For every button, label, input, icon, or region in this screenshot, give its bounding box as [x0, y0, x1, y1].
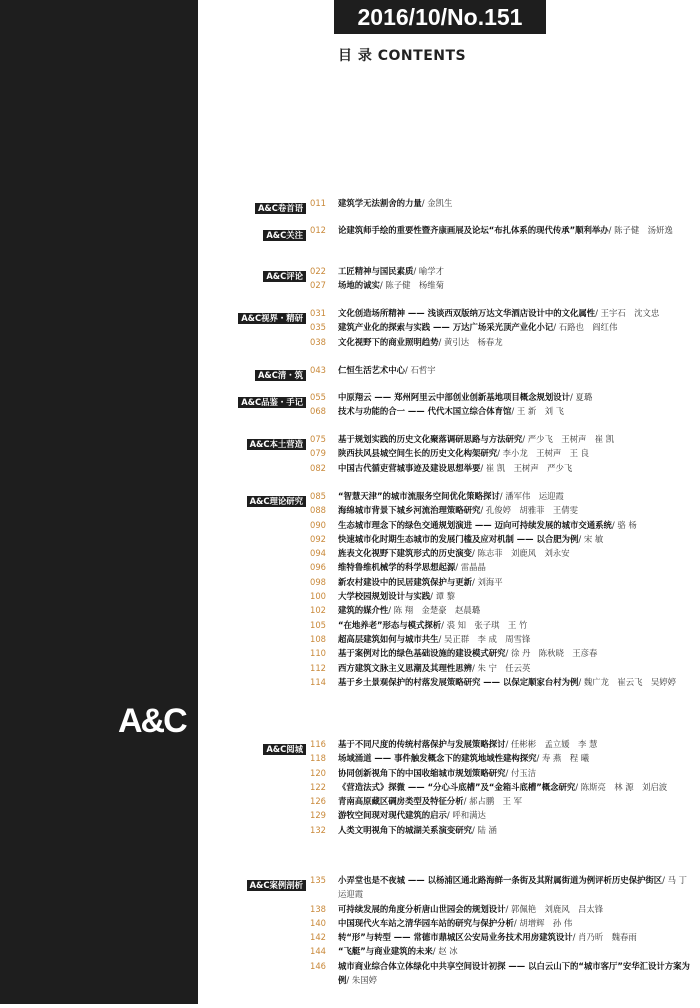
page-number: 079: [310, 448, 326, 459]
article-title: 中国古代循吏营城事迹及建设思想举要: [338, 462, 481, 473]
page-number: 088: [310, 505, 326, 516]
page-number: 114: [310, 676, 326, 687]
page-number: 031: [310, 308, 326, 318]
toc-entry[interactable]: [310, 916, 696, 930]
page-number: 112: [310, 662, 326, 673]
article-title: 工匠精神与国民素质: [338, 266, 414, 276]
article-authors: / 陆 涵: [472, 824, 497, 835]
section-label: A&C清・筑: [255, 370, 306, 381]
section-label: A&C本土营造: [247, 439, 306, 450]
article-title: 小弄堂也是不夜城 —— 以杨浦区通北路海鲜一条街及其附属街道为例评析历史保护街区: [338, 875, 663, 885]
page-number: 055: [310, 392, 326, 402]
article-authors: / 孔俊婷 胡雅菲 王倩雯: [480, 505, 578, 516]
page-number: 105: [310, 619, 326, 630]
article-authors: / 赵 冰: [432, 946, 458, 957]
article-authors: / 潘军伟 运迎霞: [499, 491, 564, 501]
contents-heading: 目 录 CONTENTS: [338, 48, 467, 64]
article-title: 转“形”与转型 —— 常德市鼎城区公安局业务技术用房建筑设计: [338, 932, 573, 943]
page-number: 011: [310, 198, 326, 208]
toc-entry[interactable]: [310, 589, 696, 603]
toc-entry[interactable]: [310, 320, 696, 334]
section-label: A&C评论: [263, 271, 306, 282]
section-label: A&C关注: [263, 230, 306, 241]
page-number: 038: [310, 336, 326, 347]
toc-entry[interactable]: [310, 404, 696, 418]
toc-entry[interactable]: [310, 560, 696, 574]
toc-entry[interactable]: [310, 196, 696, 210]
article-authors: / 郭佩艳 刘鹿风 吕太锋: [505, 903, 604, 914]
article-title: 可持续发展的角度分析唐山世园会的规划设计: [338, 903, 506, 914]
article-title: 维特鲁维机械学的科学思想起源: [338, 562, 456, 573]
article-authors: / 王宇石 沈文忠: [595, 308, 660, 318]
toc-entry[interactable]: [310, 618, 696, 632]
article-authors: / 陈 翔 金楚豪 赵晨璐: [388, 605, 481, 616]
article-authors: / 寿 燕 程 曦: [536, 753, 590, 764]
toc-entry[interactable]: [310, 959, 696, 988]
article-title: 中国现代火车站之清华园车站的研究与保护分析: [338, 917, 514, 928]
article-title: 基于案例对比的绿色基础设施的建设模式研究: [338, 648, 506, 659]
article-title: 场域涌道 —— 事件触发概念下的建筑地域性建构探究: [338, 753, 537, 764]
article-title: 建筑产业化的探索与实践 —— 万达广场采光顶产业化小记: [338, 322, 554, 333]
article-authors: / 陈志菲 刘鹿风 刘永安: [472, 548, 570, 559]
page-number: 043: [310, 365, 326, 375]
page-number: 082: [310, 462, 326, 473]
page-number: 035: [310, 322, 326, 333]
page-number: 068: [310, 406, 326, 417]
page-number: 120: [310, 767, 326, 778]
article-title: 建筑的媒介性: [338, 605, 389, 616]
toc-entry[interactable]: [310, 575, 696, 589]
toc-entry[interactable]: [310, 503, 696, 517]
article-title: 建筑学无法割舍的力量: [338, 198, 422, 208]
toc-entry[interactable]: [310, 808, 696, 822]
article-title: 论建筑师手绘的重要性暨齐康画展及论坛“布扎体系的现代传承”顺利举办: [338, 225, 609, 235]
article-title: “飞艇”与商业建筑的未来: [338, 946, 433, 957]
page-number: 092: [310, 533, 326, 544]
article-authors: / 吴正群 李 成 周雪锋: [438, 633, 531, 644]
toc-entry[interactable]: [310, 223, 696, 237]
toc-entry[interactable]: [310, 278, 696, 292]
article-authors: / 谭 黎: [430, 591, 456, 602]
article-authors: / 喻学才: [413, 266, 444, 276]
page-number: 144: [310, 946, 326, 957]
toc-entry[interactable]: [310, 902, 696, 916]
toc-entry[interactable]: [310, 603, 696, 617]
toc-entry[interactable]: [310, 873, 696, 902]
page-number: 085: [310, 491, 326, 501]
page-number: 096: [310, 562, 326, 573]
article-title: 人类文明视角下的城湖关系演变研究: [338, 824, 472, 835]
page-number: 129: [310, 810, 326, 821]
article-authors: / 魏广龙 崔云飞 吴婷婷: [578, 676, 676, 687]
article-authors: / 金凯生: [421, 198, 453, 208]
article-title: 《营造法式》探微 —— “分心斗底槽”及“金箱斗底槽”概念研究: [338, 781, 576, 792]
toc-entry[interactable]: [310, 823, 696, 837]
article-authors: / 朱 宁 任云英: [472, 662, 531, 673]
toc-entry[interactable]: [310, 930, 696, 944]
toc-entry[interactable]: [310, 737, 696, 751]
article-title: 技术与功能的合一 —— 代代木国立综合体育馆: [338, 406, 512, 417]
toc-entry[interactable]: [310, 461, 696, 475]
article-authors: / 李小龙 王树声 王 良: [497, 448, 590, 459]
page-number: 116: [310, 739, 326, 749]
article-authors: / 徐 丹 陈秋晓 王彦春: [505, 648, 598, 659]
page-number: 146: [310, 960, 326, 971]
page-number: 027: [310, 280, 326, 291]
toc-entry[interactable]: [310, 632, 696, 646]
page-number: 098: [310, 576, 326, 587]
toc-entry[interactable]: [310, 766, 696, 780]
toc-entry[interactable]: [310, 646, 696, 660]
article-authors: / 骆 杨: [611, 519, 637, 530]
article-authors: / 裘 知 张子琪 王 竹: [441, 619, 528, 630]
page-number: 132: [310, 824, 326, 835]
article-authors: / 宋 敏: [578, 533, 604, 544]
page-number: 022: [310, 266, 326, 276]
article-title: 文化创造场所精神 —— 浅谈西双版纳万达文华酒店设计中的文化属性: [338, 308, 596, 318]
toc-entry[interactable]: [310, 944, 696, 958]
article-authors: / 雷晶晶: [455, 562, 486, 573]
toc-entry[interactable]: [310, 794, 696, 808]
article-authors: / 郝占鹏 王 军: [463, 796, 523, 807]
article-title: 大学校园规划设计与实践: [338, 591, 431, 602]
toc-entry[interactable]: [310, 532, 696, 546]
sidebar-panel: [0, 0, 198, 1004]
article-authors: / 呼和满达: [446, 810, 486, 821]
article-authors: / 朱国婷: [346, 975, 377, 986]
article-authors: / 石哲宇: [405, 365, 436, 375]
article-title: 游牧空间现对现代建筑的启示: [338, 810, 447, 821]
page-number: 138: [310, 903, 326, 914]
article-title: 旌表文化视野下建筑形式的历史演变: [338, 548, 472, 559]
article-authors: / 胡增辉 孙 伟: [513, 917, 573, 928]
page-number: 094: [310, 548, 326, 559]
article-title: 新农村建设中的民居建筑保护与更新: [338, 576, 472, 587]
article-authors: / 陈子健 杨维菊: [379, 280, 444, 291]
toc-entry[interactable]: [310, 661, 696, 675]
article-title: 基于不同尺度的传统村落保护与发展策略探讨: [338, 739, 506, 749]
article-title: 中原翔云 —— 郑州阿里云中部创业创新基地项目概念规划设计: [338, 392, 570, 402]
article-title: 城市商业综合体立体绿化中共享空间设计初探 —— 以白云山下的“城市客厅”安华汇设计方案为例: [338, 960, 690, 986]
article-title: 陕西扶风县城空间生长的历史文化构架研究: [338, 448, 498, 459]
page-number: 090: [310, 519, 326, 530]
article-authors: / 石路也 阎红伟: [553, 322, 618, 333]
toc-entry[interactable]: [310, 335, 696, 349]
article-authors: / 夏璐: [569, 392, 593, 402]
article-title: 超高层建筑如何与城市共生: [338, 633, 439, 644]
article-authors: / 陈子健 汤妍逸: [608, 225, 673, 235]
page-number: 100: [310, 591, 326, 602]
page-number: 108: [310, 633, 326, 644]
page-number: 122: [310, 781, 326, 792]
toc-entry[interactable]: [310, 751, 696, 765]
article-authors: / 肖乃昕 魏春雨: [572, 932, 637, 943]
article-authors: / 崔 凯 王树声 严少飞: [480, 462, 573, 473]
page-number: 110: [310, 648, 326, 659]
toc-entry[interactable]: [310, 306, 696, 320]
toc-entry[interactable]: [310, 546, 696, 560]
toc-entry[interactable]: [310, 432, 696, 446]
page-number: 135: [310, 875, 326, 885]
toc-entry[interactable]: [310, 363, 696, 377]
article-authors: / 陈斯亮 林 源 刘启波: [575, 781, 668, 792]
article-title: 基于乡土景观保护的村落发展策略研究 —— 以保定顺家台村为例: [338, 676, 579, 687]
article-title: 西方建筑文脉主义思潮及其理性思辨: [338, 662, 472, 673]
article-title: 生态城市理念下的绿色交通规划演进 —— 迈向可持续发展的城市交通系统: [338, 519, 612, 530]
toc-entry[interactable]: [310, 264, 696, 278]
toc-entry[interactable]: [310, 518, 696, 532]
article-authors: / 黄引达 杨春龙: [438, 336, 503, 347]
section-label: A&C品鉴・手记: [238, 397, 306, 408]
page-number: 075: [310, 434, 326, 444]
article-authors: / 付玉洁: [505, 767, 537, 778]
article-title: “智慧天津”的城市流服务空间优化策略探讨: [338, 491, 500, 501]
article-authors: / 任彬彬 孟立媛 李 慧: [505, 739, 598, 749]
article-title: 协同创新视角下的中国收缩城市规划策略研究: [338, 767, 506, 778]
article-authors: / 马 丁 运迎霞: [338, 875, 696, 900]
article-title: 文化视野下的商业照明趋势: [338, 336, 439, 347]
toc-entry[interactable]: [310, 446, 696, 460]
article-title: 快速城市化时期生态城市的发展门槛及应对机制 —— 以合肥为例: [338, 533, 579, 544]
page-number: 118: [310, 753, 326, 764]
article-title: “在地养老”形态与模式探析: [338, 619, 442, 630]
section-label: A&C理论研究: [247, 496, 306, 507]
article-authors: / 严少飞 王树声 崔 凯: [522, 434, 615, 444]
section-label: A&C阅城: [263, 744, 306, 755]
article-title: 青南高原藏区碉房类型及特征分析: [338, 796, 464, 807]
toc-entry[interactable]: [310, 675, 696, 689]
toc-entry[interactable]: [310, 489, 696, 503]
article-title: 海绵城市背景下城乡河流治理策略研究: [338, 505, 481, 516]
article-title: 基于规划实践的历史文化聚落调研思路与方法研究: [338, 434, 523, 444]
issue-number: 2016/10/No.151: [334, 0, 546, 34]
page-number: 140: [310, 917, 326, 928]
page-number: 012: [310, 225, 326, 235]
article-title: 场地的诚实: [338, 280, 380, 291]
article-authors: / 王 新 刘 飞: [511, 406, 565, 417]
article-authors: / 刘海平: [472, 576, 503, 587]
page-number: 142: [310, 932, 326, 943]
section-label: A&C卷首语: [255, 203, 306, 214]
toc-entry[interactable]: [310, 390, 696, 404]
section-label: A&C视界・精研: [238, 313, 306, 324]
section-label: A&C案例剖析: [247, 880, 306, 891]
page-number: 102: [310, 605, 326, 616]
ac-logo: A&C: [118, 702, 186, 740]
page-number: 126: [310, 796, 326, 807]
toc-entry[interactable]: [310, 780, 696, 794]
article-title: 仁恒生活艺术中心: [338, 365, 405, 375]
